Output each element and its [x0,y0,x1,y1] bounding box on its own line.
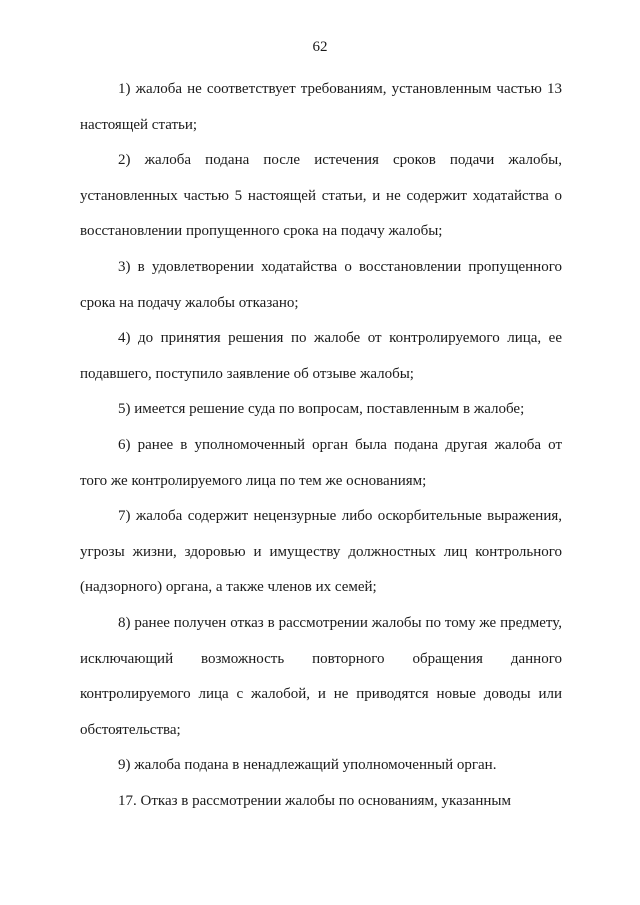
paragraph-item-9: 9) жалоба подана в ненадлежащий уполномоченный орган. [118,757,497,774]
paragraph-section-17: 17. Отказ в рассмотрении жалобы по основаниям, указанным [118,792,511,809]
document-body [80,72,562,819]
paragraph-item-3: 3) в удовлетворении ходатайства о восстановлении пропущенного срока на подачу жалобы отказано; [80,258,562,311]
paragraph-item-4: 4) до принятия решения по жалобе от контролируемого лица, ее подавшего, поступило заявление об отзыве жалобы; [80,330,562,382]
paragraph-item-8: 8) ранее получен отказ в рассмотрении жалобы по тому же предмету, исключающий возможность повторного обращения данного контролируемого лица с жалобой, и не приводятся новые доводы или обстоятельства; [80,614,562,738]
paragraph-item-7: 7) жалоба содержит нецензурные либо оскорбительные выражения, угрозы жизни, здоровью и имуществу должностных лиц контрольного (надзорного) органа, а также членов их семей; [80,508,562,596]
paragraph-item-2: 2) жалоба подана после истечения сроков подачи жалобы, установленных частью 5 настоящей статьи, и не содержит ходатайства о восстановлении пропущенного срока на подачу жалобы; [80,152,562,240]
paragraph-item-6: 6) ранее в уполномоченный орган была подана другая жалоба от того же контролируемого лица по тем же основаниям; [80,436,562,489]
paragraph-item-1: 1) жалоба не соответствует требованиям, установленным частью 13 настоящей статьи; [80,81,562,133]
paragraph-item-5: 5) имеется решение суда по вопросам, поставленным в жалобе; [118,401,525,418]
page-number: 62 [312,39,328,55]
